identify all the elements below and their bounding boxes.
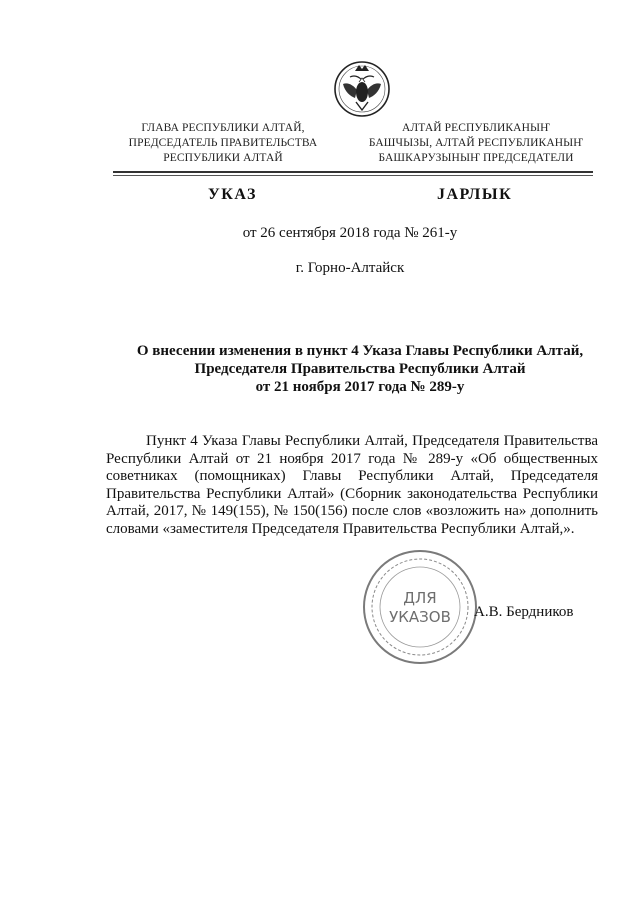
header-left-line: ГЛАВА РЕСПУБЛИКИ АЛТАЙ, — [141, 122, 305, 134]
subject-line: Председателя Правительства Республики Алтай — [194, 361, 526, 377]
header-left-block — [118, 121, 328, 166]
document-body: Пункт 4 Указа Главы Республики Алтай, Председателя Правительства Республики Алтай от 21 ноября 2017 года № 289-у «Об общественных советниках (помощниках) Главы Республики Алтай, Председателя Правительства Республики Алтай» (Сборник законодательства Республики Алтай, 2017, № 149(155), № 150(156) после слов «возложить на» дополнить словами «заместителя Председателя Правительства Республики Алтай,». — [106, 433, 598, 537]
header-right-line: БАШКАРУЗЫНЫҤ ПРЕДСЕДАТЕЛИ — [378, 152, 574, 164]
header-right-line: БАШЧЫЗЫ, АЛТАЙ РЕСПУБЛИКАНЫҤ — [368, 137, 584, 149]
subject-line: от 21 ноября 2017 года № 289-у — [255, 379, 465, 395]
header-right-line: АЛТАЙ РЕСПУБЛИКАНЫҤ — [402, 122, 550, 134]
header-divider — [113, 171, 593, 173]
document-date: от 26 сентября 2018 года № 261-у — [242, 225, 458, 241]
header-divider-thin — [113, 175, 593, 176]
document-city: г. Горно-Алтайск — [295, 260, 405, 276]
header-right-block — [360, 121, 592, 166]
stamp-text-bottom: УКАЗОВ — [389, 608, 451, 626]
header-left-line: РЕСПУБЛИКИ АЛТАЙ — [163, 152, 283, 164]
coat-of-arms-emblem — [333, 58, 391, 120]
document-subject — [120, 342, 600, 396]
doc-type-altai: JАРЛЫК — [437, 186, 513, 203]
doc-type-russian: УКАЗ — [208, 186, 257, 203]
stamp-text-top: ДЛЯ — [403, 589, 437, 607]
stamp-seal — [360, 547, 480, 667]
subject-line: О внесении изменения в пункт 4 Указа Главы Республики Алтай, — [136, 343, 584, 359]
header-left-line: ПРЕДСЕДАТЕЛЬ ПРАВИТЕЛЬСТВА — [128, 137, 318, 149]
signer-name: А.В. Бердников — [474, 604, 574, 620]
